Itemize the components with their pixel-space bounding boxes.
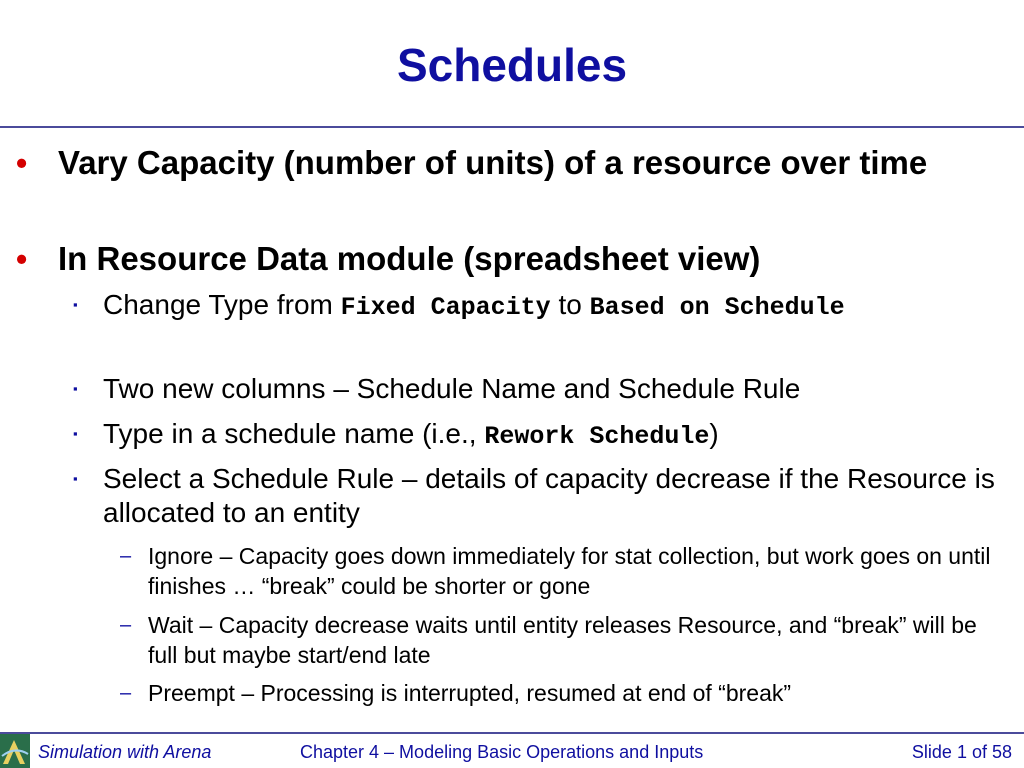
sub-bullet-select-schedule-rule <box>73 462 1013 530</box>
arena-logo-icon <box>0 734 30 768</box>
bullet-vary-capacity <box>16 142 998 184</box>
dash-marker: – <box>120 682 132 704</box>
sub-bullet-text-pre: Change Type from <box>103 289 341 320</box>
sub-bullet-type-schedule-name <box>73 417 1013 454</box>
bullet-resource-data-module <box>16 238 998 280</box>
rule-wait <box>120 610 1008 670</box>
code-based-on-schedule: Based on Schedule <box>589 293 845 322</box>
title-divider <box>0 126 1024 128</box>
dash-marker: – <box>120 545 132 567</box>
sub-bullet-marker: ▪ <box>73 297 78 312</box>
code-rework-schedule: Rework Schedule <box>484 422 710 451</box>
bullet-marker: • <box>16 241 28 277</box>
sub-bullet-text: Select a Schedule Rule – details of capacity decrease if the Resource is allocated to an entity <box>103 463 995 528</box>
footer-course: Simulation with Arena <box>38 742 212 762</box>
sub-bullet-text-pre: Type in a schedule name (i.e., <box>103 418 485 449</box>
code-fixed-capacity: Fixed Capacity <box>340 293 551 322</box>
rule-preempt <box>120 678 1008 708</box>
sub-bullet-text-mid: to <box>550 289 590 320</box>
dash-marker: – <box>120 614 132 636</box>
sub-bullet-marker: ▪ <box>73 471 78 486</box>
bullet-marker: • <box>16 145 28 181</box>
sub-bullet-text: Two new columns – Schedule Name and Schedule Rule <box>103 373 801 404</box>
footer-chapter: Chapter 4 – Modeling Basic Operations and Inputs <box>300 742 704 762</box>
rule-text: Wait – Capacity decrease waits until entity releases Resource, and “break” will be full but maybe start/end late <box>148 612 977 668</box>
sub-bullet-text-post: ) <box>709 418 719 449</box>
sub-bullet-marker: ▪ <box>73 426 78 441</box>
rule-ignore <box>120 541 1008 601</box>
sub-bullet-two-new-columns <box>73 372 1013 406</box>
bullet-text: In Resource Data module (spreadsheet view) <box>58 240 761 277</box>
footer-slide-number: Slide 1 of 58 <box>911 742 1012 762</box>
sub-bullet-change-type <box>73 288 1013 325</box>
rule-text: Preempt – Processing is interrupted, resumed at end of “break” <box>148 680 792 706</box>
footer-divider <box>0 732 1024 734</box>
rule-text: Ignore – Capacity goes down immediately for stat collection, but work goes on until finishes … “break” could be shorter or gone <box>148 543 991 599</box>
slide-title: Schedules <box>396 39 628 91</box>
sub-bullet-marker: ▪ <box>73 381 78 396</box>
bullet-text: Vary Capacity (number of units) of a resource over time <box>58 144 928 181</box>
